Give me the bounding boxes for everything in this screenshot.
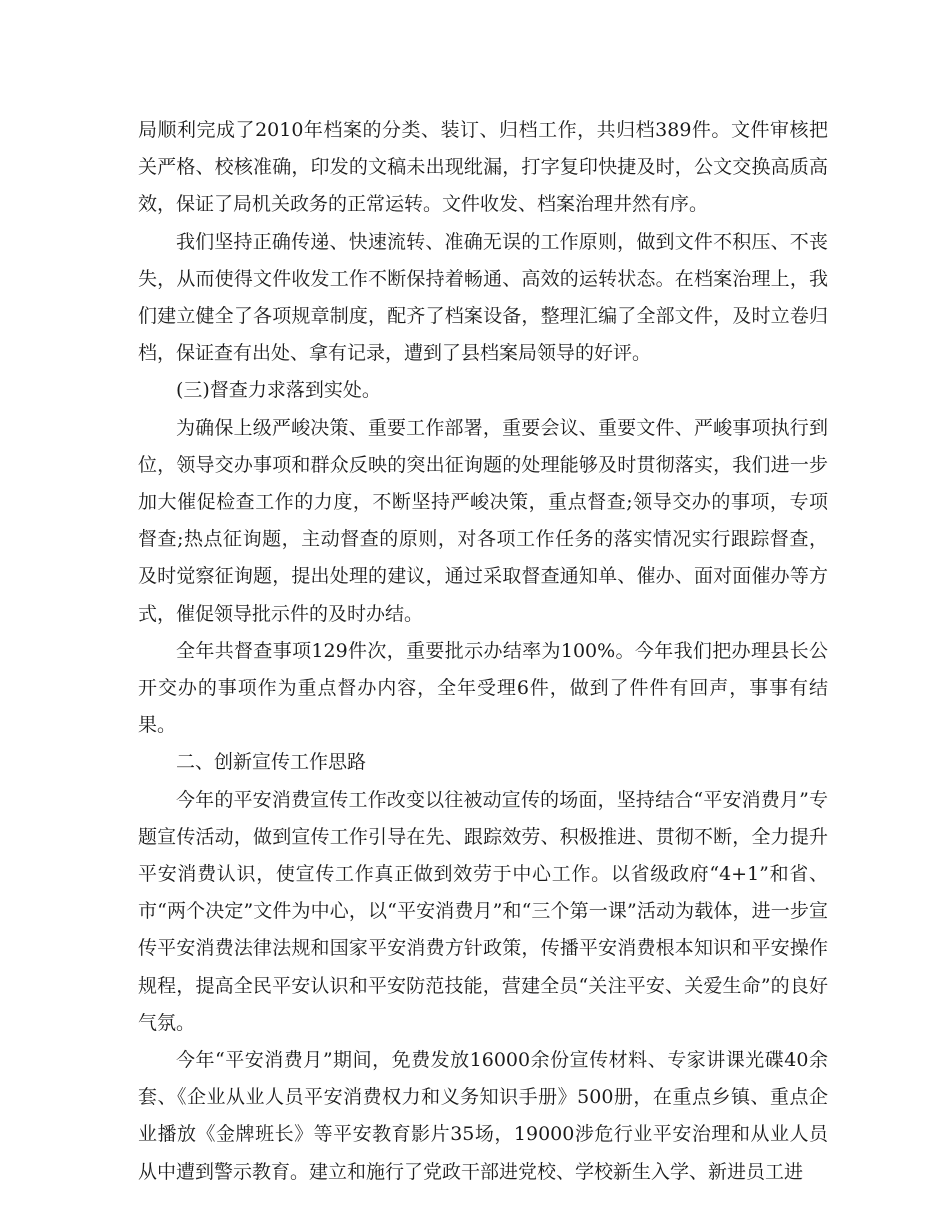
paragraph-safety-month: 今年“平安消费月”期间，免费发放16000余份宣传材料、专家讲课光碟40余套、《企业从业人员平安消费权力和义务知识手册》500册，在重点乡镇、重点企业播放《金牌班长》等平安教育影片35场，19000涉危行业平安治理和从业人员从中遭到警示教育。建立和施行了党政干部进党校、学校新生入学、新进员工进 — [138, 1049, 828, 1183]
paragraph-document-handling: 我们坚持正确传递、快速流转、准确无误的工作原则，做到文件不积压、不丧失，从而使得文件收发工作不断保持着畅通、高效的运转状态。在档案治理上，我们建立健全了各项规章制度，配齐了档案设备，整理汇编了全部文件，及时立卷归档，保证查有出处、拿有记录，遭到了县档案局领导的好评。 — [138, 230, 828, 365]
section-heading-supervision: (三)督查力求落到实处。 — [176, 379, 381, 402]
section-heading-publicity: 二、创新宣传工作思路 — [176, 751, 367, 774]
document-body — [138, 112, 828, 1191]
paragraph-supervision-results: 全年共督查事项129件次，重要批示办结率为100%。今年我们把办理县长公开交办的事项作为重点督办内容，全年受理6件，做到了件件有回声，事事有结果。 — [138, 639, 828, 737]
paragraph-archive-work: 局顺利完成了2010年档案的分类、装订、归档工作，共归档389件。文件审核把关严格、校核准确，印发的文稿未出现纰漏，打字复印快捷及时，公文交换高质高效，保证了局机关政务的正常运转。文件收发、档案治理井然有序。 — [138, 119, 828, 216]
paragraph-publicity-approach: 今年的平安消费宣传工作改变以往被动宣传的场面，坚持结合“平安消费月”专题宣传活动，做到宣传工作引导在先、跟踪效劳、积极推进、贯彻不断，全力提升平安消费认识，使宣传工作真正做到效劳于中心工作。以省级政府“4+1”和省、市“两个决定”文件为中心，以“平安消费月”和“三个第一课”活动为载体，进一步宣传平安消费法律法规和国家平安消费方针政策，传播平安消费根本知识和平安操作规程，提高全民平安认识和平安防范技能，营建全员“关注平安、关爱生命”的良好气氛。 — [138, 788, 828, 1034]
paragraph-supervision-details: 为确保上级严峻决策、重要工作部署，重要会议、重要文件、严峻事项执行到位，领导交办事项和群众反映的突出征询题的处理能够及时贯彻落实，我们进一步加大催促检查工作的力度，不断坚持严峻决策，重点督查;领导交办的事项，专项督查;热点征询题，主动督查的原则，对各项工作任务的落实情况实行跟踪督查，及时觉察征询题，提出处理的建议，通过采取督查通知单、催办、面对面催办等方式，催促领导批示件的及时办结。 — [138, 416, 828, 625]
